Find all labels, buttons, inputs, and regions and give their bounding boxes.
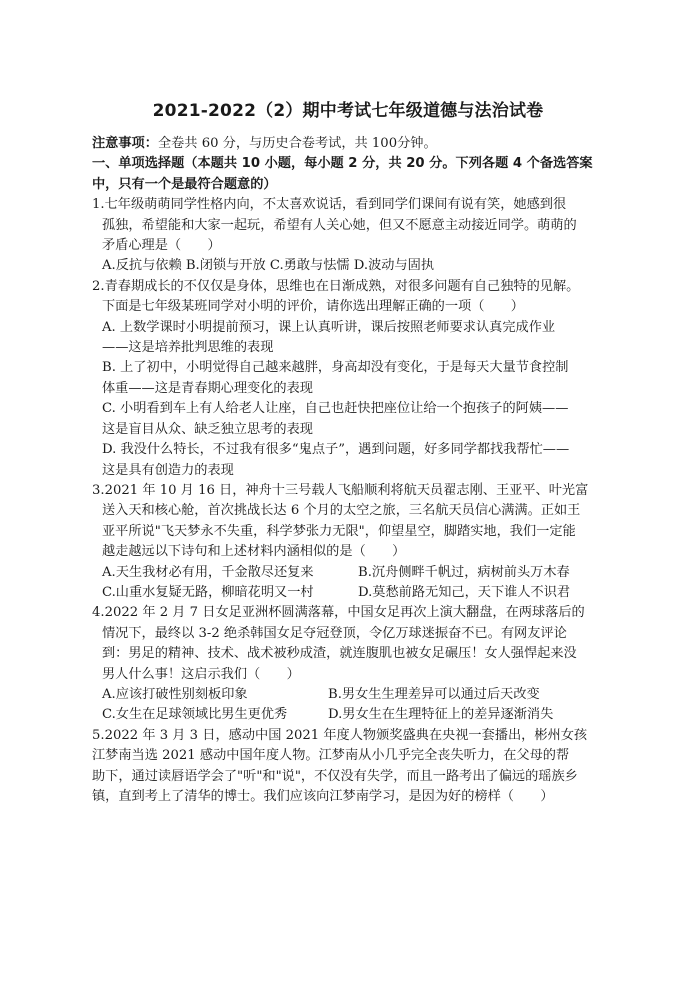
notice (92, 134, 656, 154)
question-2-option-line: C. 小明看到车上有人给老人让座，自己也赶快把座位让给一个抱孩子的阿姨—— (102, 401, 569, 417)
question-4-options-row (92, 685, 656, 705)
notice-label: 注意事项： (92, 136, 158, 151)
section-heading-line-2: 中，只有一个是最符合题意的） (92, 176, 277, 192)
question-3-options-row (92, 563, 656, 583)
option-d: D.男女生在生理特征上的差异逐渐消失 (328, 707, 554, 723)
option-b: B.男女生生理差异可以通过后天改变 (328, 686, 540, 702)
question-2-option-line: 体重——这是青春期心理变化的表现 (102, 380, 313, 396)
question-3-line: 亚平所说"飞天梦永不失重，科学梦张力无限"，仰望星空，脚踏实地，我们一定能 (102, 523, 576, 539)
question-1-line: 矛盾心理是（ ） (102, 238, 221, 254)
question-1-options: A.反抗与依赖 B.闭锁与开放 C.勇敢与怯懦 D.波动与固执 (102, 258, 435, 274)
section-heading-line-1: 一、单项选择题（本题共 10 小题，每小题 2 分，共 20 分。下列各题 4 个备选答案 (92, 156, 593, 172)
question-3-options-row (92, 583, 656, 603)
question-5-line: 镇，直到考上了清华的博士。我们应该向江梦南学习，是因为好的榜样（ ） (92, 789, 554, 804)
question-3-line: 越走越远以下诗句和上述材料内涵相似的是（ ） (102, 544, 406, 560)
question-2-option-line: ——这是培养批判思维的表现 (102, 340, 274, 356)
question-2-option-line: 这是具有创造力的表现 (102, 462, 234, 478)
option-c: C.女生在足球领域比男生更优秀 (102, 707, 288, 723)
question-2-line: 2.青春期成长的不仅仅是身体，思维也在日渐成熟，对很多问题有自己独特的见解。 (92, 278, 580, 294)
question-4-options-row (92, 705, 656, 725)
question-3-line: 送入天和核心舱，首次挑战长达 6 个月的太空之旅，三名航天员信心满满。正如王 (102, 503, 581, 519)
notice-text: 全卷共 60 分，与历史合卷考试，共 100分钟。 (157, 136, 437, 151)
question-2-option-line: A. 上数学课时小明提前预习，课上认真听讲，课后按照老师要求认真完成作业 (102, 319, 556, 335)
question-4-line: 男人什么事！这启示我们（ ） (102, 666, 300, 682)
exam-title: 2021-2022（2）期中考试七年级道德与法治试卷 (152, 101, 544, 121)
option-a: A.应该打破性别刻板印象 (102, 686, 248, 702)
question-4-line: 到：男足的精神、技术、战术被秒成渣，就连腹肌也被女足碾压！女人强悍起来没 (102, 646, 577, 662)
question-4-line: 4.2022 年 2 月 7 日女足亚洲杯圆满落幕，中国女足再次上演大翻盘，在两球落后的 (92, 605, 585, 621)
question-5-line: 江梦南当选 2021 感动中国年度人物。江梦南从小几乎完全丧失听力，在父母的帮 (92, 748, 570, 764)
question-2-option-line: 这是盲目从众、缺乏独立思考的表现 (102, 421, 313, 437)
question-1-line: 1.七年级萌萌同学性格内向，不太喜欢说话，看到同学们课间有说有笑，她感到很 (92, 197, 567, 213)
exam-body (92, 134, 656, 807)
question-2-option-line: B. 上了初中，小明觉得自己越来越胖，身高却没有变化，于是每天大量节食控制 (102, 360, 569, 376)
question-5-line: 5.2022 年 3 月 3 日，感动中国 2021 年度人物颁奖盛典在央视一套播出，彬州女孩 (92, 727, 588, 743)
option-b: B.沉舟侧畔千帆过，病树前头万木春 (358, 564, 570, 580)
question-3-line: 3.2021 年 10 月 16 日，神舟十三号载人飞船顺利将航天员翟志刚、王亚平、叶光富 (92, 482, 589, 498)
question-1-line: 孤独，希望能和大家一起玩，希望有人关心她，但又不愿意主动接近同学。萌萌的 (102, 217, 577, 233)
option-d: D.莫愁前路无知己，天下谁人不识君 (358, 584, 571, 600)
question-4-line: 情况下，最终以 3-2 绝杀韩国女足夺冠登顶，令亿万球迷振奋不已。有网友评论 (102, 625, 567, 641)
question-2-line: 下面是七年级某班同学对小明的评价，请你选出理解正确的一项（ ） (102, 299, 524, 315)
option-c: C.山重水复疑无路，柳暗花明又一村 (102, 584, 314, 600)
option-a: A.天生我材必有用，千金散尽还复来 (102, 564, 314, 580)
question-2-option-line: D. 我没什么特长，不过我有很多“鬼点子”，遇到问题，好多同学都找我帮忙—— (102, 442, 570, 458)
question-5-line: 助下，通过读唇语学会了"听"和"说"，不仅没有失学，而且一路考出了偏远的瑶族乡 (92, 768, 578, 784)
